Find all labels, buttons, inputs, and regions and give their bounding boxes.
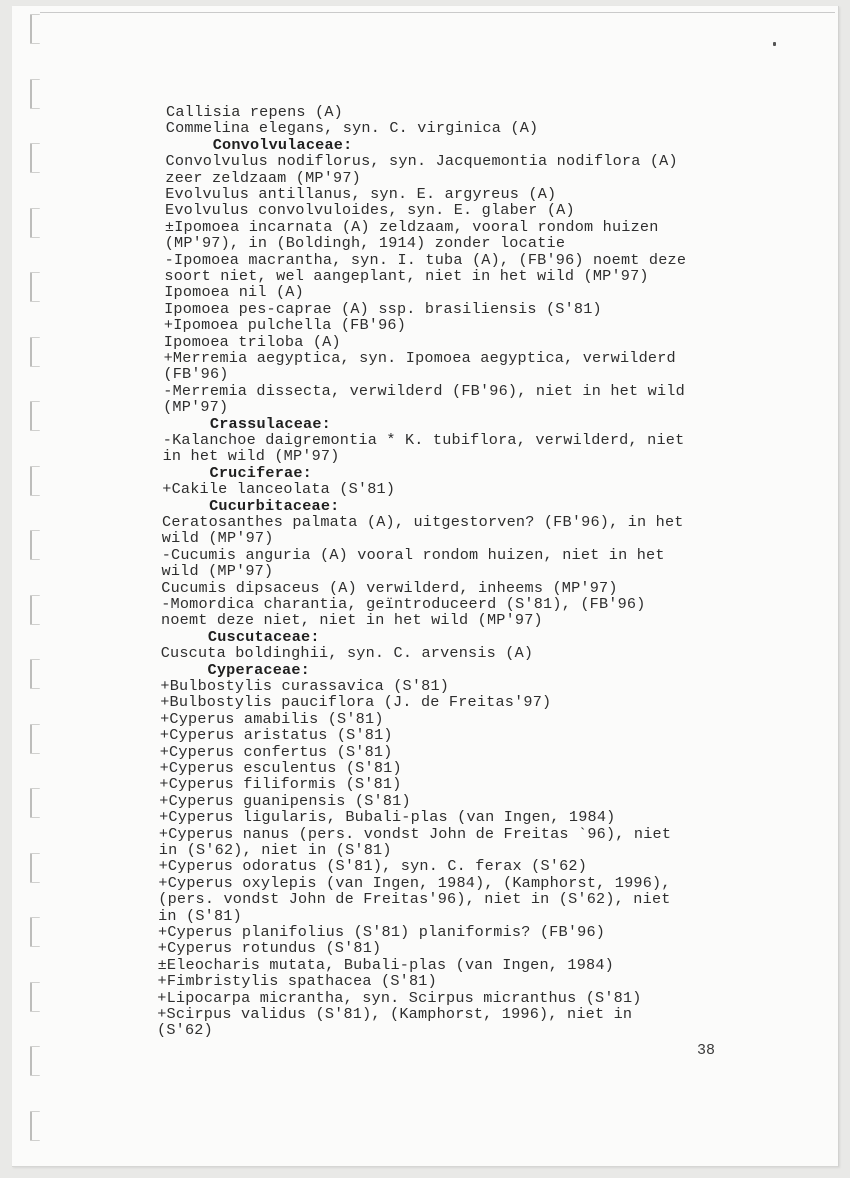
species-entry: +Merremia aegyptica, syn. Ipomoea aegyptica, verwilderd <box>163 349 676 367</box>
species-entry: -Momordica charantia, geïntroduceerd (S'81), (FB'96) <box>161 595 646 613</box>
species-entry: Callisia repens (A) <box>166 103 343 121</box>
species-entry: Evolvulus convolvuloides, syn. E. glaber (A) <box>165 201 575 220</box>
species-entry: Cuscuta boldinghii, syn. C. arvensis (A) <box>160 644 534 663</box>
species-entry: +Cyperus oxylepis (van Ingen, 1984), (Kamphorst, 1996), <box>158 873 671 892</box>
species-entry: Evolvulus antillanus, syn. E. argyreus (A) <box>165 185 557 203</box>
species-entry: +Scirpus validus (S'81), (Kamphorst, 1996), niet in <box>157 1005 633 1023</box>
species-entry: (FB'96) <box>163 365 229 384</box>
species-entry: zeer zeldzaam (MP'97) <box>165 168 361 187</box>
species-entry: +Cyperus planifolius (S'81) planiformis? (FB'96) <box>158 923 606 941</box>
species-entry: +Fimbristylis spathacea (S'81) <box>157 972 437 991</box>
species-entry: in het wild (MP'97) <box>162 447 340 466</box>
species-entry: (S'62) <box>157 1021 213 1040</box>
species-entry: wild (MP'97) <box>161 529 274 548</box>
family-heading: Crassulaceae: <box>209 414 331 433</box>
species-entry: +Ipomoea pulchella (FB'96) <box>163 316 407 335</box>
species-entry: in (S'62), niet in (S'81) <box>158 841 392 859</box>
species-entry: +Cyperus amabilis (S'81) <box>160 709 384 728</box>
species-entry: -Merremia dissecta, verwilderd (FB'96), niet in het wild <box>163 381 685 400</box>
species-entry: +Bulbostylis pauciflora (J. de Freitas'97) <box>160 693 552 712</box>
species-entry: +Bulbostylis curassavica (S'81) <box>160 677 450 695</box>
species-entry: Convolvulus nodiflorus, syn. Jacquemontia nodiflora (A) <box>165 152 678 171</box>
family-heading: Cruciferae: <box>209 463 312 482</box>
family-heading: Cyperaceae: <box>207 660 310 679</box>
species-entry: Ipomoea triloba (A) <box>163 332 341 351</box>
species-entry: Ipomoea pes-caprae (A) ssp. brasiliensis (S'81) <box>164 299 602 318</box>
species-entry: ±Ipomoea incarnata (A) zeldzaam, vooral rondom huizen <box>164 217 659 236</box>
family-heading: Cucurbitaceae: <box>209 496 340 515</box>
species-entry: (pers. vondst John de Freitas'96), niet in (S'62), niet <box>158 890 671 909</box>
species-entry: +Cyperus guanipensis (S'81) <box>159 791 411 810</box>
species-entry: wild (MP'97) <box>161 562 274 581</box>
species-entry: +Cyperus nanus (pers. vondst John de Freitas `96), niet <box>158 824 672 843</box>
species-entry: Commelina elegans, syn. C. virginica (A) <box>165 119 539 138</box>
species-entry: in (S'81) <box>158 906 242 925</box>
species-entry: Ipomoea nil (A) <box>164 283 304 302</box>
species-entry: +Cakile lanceolata (S'81) <box>162 480 396 499</box>
species-entry: -Ipomoea macrantha, syn. I. tuba (A), (FB'96) noemt deze <box>164 250 687 269</box>
species-entry: (MP'97) <box>163 398 229 417</box>
species-entry: +Cyperus odoratus (S'81), syn. C. ferax (S'62) <box>158 857 588 876</box>
species-entry: +Cyperus aristatus (S'81) <box>159 726 393 745</box>
species-entry: ±Eleocharis mutata, Bubali-plas (van Ingen, 1984) <box>157 955 614 974</box>
species-entry: (MP'97), in (Boldingh, 1914) zonder locatie <box>164 234 566 253</box>
species-entry: -Cucumis anguria (A) vooral rondom huizen, niet in het <box>161 545 665 564</box>
family-heading: Convolvulaceae: <box>212 135 353 154</box>
species-entry: Cucumis dipsaceus (A) verwilderd, inheems (MP'97) <box>161 578 618 597</box>
species-entry: noemt deze niet, niet in het wild (MP'97) <box>161 611 543 630</box>
species-entry: +Lipocarpa micrantha, syn. Scirpus micranthus (S'81) <box>157 988 642 1007</box>
species-entry: +Cyperus rotundus (S'81) <box>157 939 382 958</box>
species-entry: +Cyperus filiformis (S'81) <box>159 775 402 794</box>
species-entry: Ceratosanthes palmata (A), uitgestorven? (FB'96), in het <box>162 513 684 531</box>
family-heading: Cuscutaceae: <box>207 627 320 646</box>
species-entry: +Cyperus confertus (S'81) <box>159 742 393 761</box>
page-number: 38 <box>697 1042 716 1059</box>
species-entry: +Cyperus ligularis, Bubali-plas (van Ingen, 1984) <box>159 808 616 827</box>
species-entry: soort niet, wel aangeplant, niet in het wild (MP'97) <box>164 267 649 285</box>
species-entry: +Cyperus esculentus (S'81) <box>159 759 402 777</box>
species-entry: -Kalanchoe daigremontia * K. tubiflora, verwilderd, niet <box>162 431 685 449</box>
